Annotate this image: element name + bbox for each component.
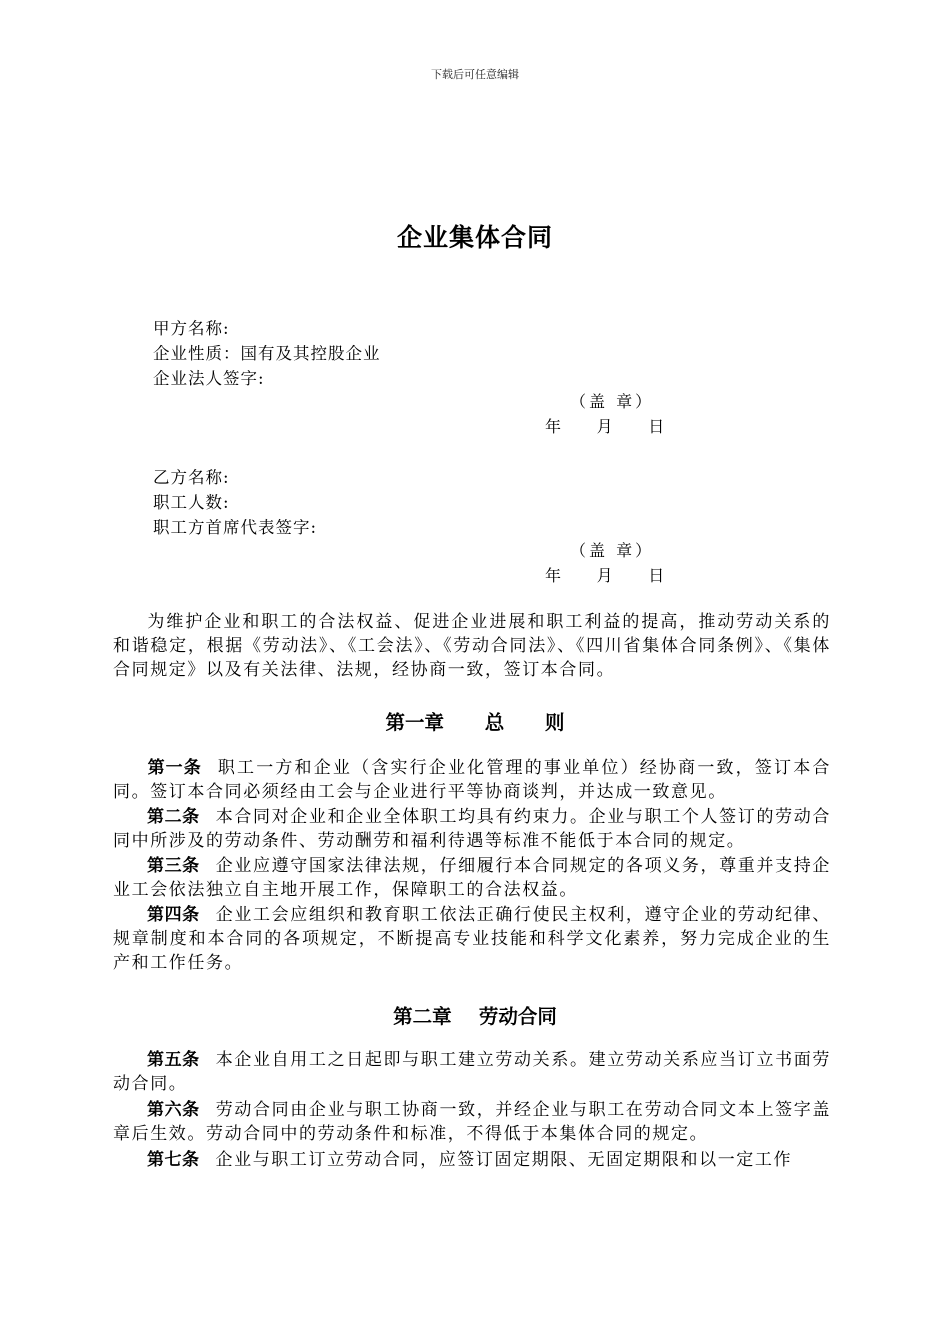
- party-b-signature-field: 职工方首席代表签字:: [153, 518, 318, 537]
- header-note: 下载后可任意编辑: [431, 68, 519, 81]
- article-text: 本合同对企业和企业全体职工均具有约束力。企业与职工个人签订的劳动合同中所涉及的劳动条件、劳动酬劳和福利待遇等标准不能低于本合同的规定。: [113, 807, 831, 851]
- party-a-nature-field: 企业性质：国有及其控股企业: [153, 344, 381, 363]
- article-label: 第七条: [147, 1150, 200, 1170]
- document-title: 企业集体合同: [396, 223, 553, 252]
- party-a-signature-field: 企业法人签字:: [153, 369, 265, 388]
- article-paragraph: [113, 1048, 831, 1096]
- article-text: 劳动合同由企业与职工协商一致，并经企业与职工在劳动合同文本上签字盖章后生效。劳动合同中的劳动条件和标准，不得低于本集体合同的规定。: [113, 1100, 831, 1144]
- article-paragraph: [113, 903, 831, 975]
- article-label: 第四条: [147, 905, 200, 925]
- chapter-heading: 第二章 劳动合同: [393, 1005, 557, 1028]
- preamble-text: 为维护企业和职工的合法权益、促进企业进展和职工利益的提高，推动劳动关系的和谐稳定，根据《劳动法》、《工会法》、《劳动合同法》、《四川省集体合同条例》、《集体合同规定》以及有关法律、法规，经协商一致，签订本合同。: [113, 612, 831, 680]
- preamble-paragraph: [113, 610, 831, 682]
- article-text: 本企业自用工之日起即与职工建立劳动关系。建立劳动关系应当订立书面劳动合同。: [113, 1050, 831, 1094]
- article-paragraph: [113, 805, 831, 853]
- party-a-date: 年 月 日: [545, 417, 665, 436]
- party-b-seal: （盖 章）: [570, 541, 655, 560]
- party-b-workers-field: 职工人数:: [153, 493, 230, 512]
- party-b-date: 年 月 日: [545, 566, 665, 585]
- article-text: 企业工会应组织和教育职工依法正确行使民主权利，遵守企业的劳动纪律、规章制度和本合同的各项规定，不断提高专业技能和科学文化素养，努力完成企业的生产和工作任务。: [113, 905, 831, 973]
- party-a-seal: （盖 章）: [570, 392, 655, 411]
- article-text: 企业应遵守国家法律法规，仔细履行本合同规定的各项义务，尊重并支持企业工会依法独立自主地开展工作，保障职工的合法权益。: [113, 856, 831, 900]
- article-label: 第五条: [147, 1050, 200, 1070]
- article-paragraph: [113, 1098, 831, 1146]
- article-text: 职工一方和企业（含实行企业化管理的事业单位）经协商一致，签订本合同。签订本合同必须经由工会与企业进行平等协商谈判，并达成一致意见。: [113, 758, 832, 802]
- article-paragraph: [113, 854, 831, 902]
- party-b-name-field: 乙方名称:: [153, 468, 230, 487]
- article-text: 企业与职工订立劳动合同，应签订固定期限、无固定期限和以一定工作: [215, 1150, 793, 1170]
- article-label: 第一条: [147, 758, 202, 778]
- article-label: 第三条: [147, 856, 200, 876]
- article-label: 第二条: [147, 807, 200, 827]
- article-paragraph: [113, 756, 831, 804]
- article-paragraph: [113, 1148, 831, 1172]
- chapter-heading: 第一章 总 则: [385, 711, 565, 734]
- party-a-name-field: 甲方名称:: [153, 319, 230, 338]
- article-label: 第六条: [147, 1100, 200, 1120]
